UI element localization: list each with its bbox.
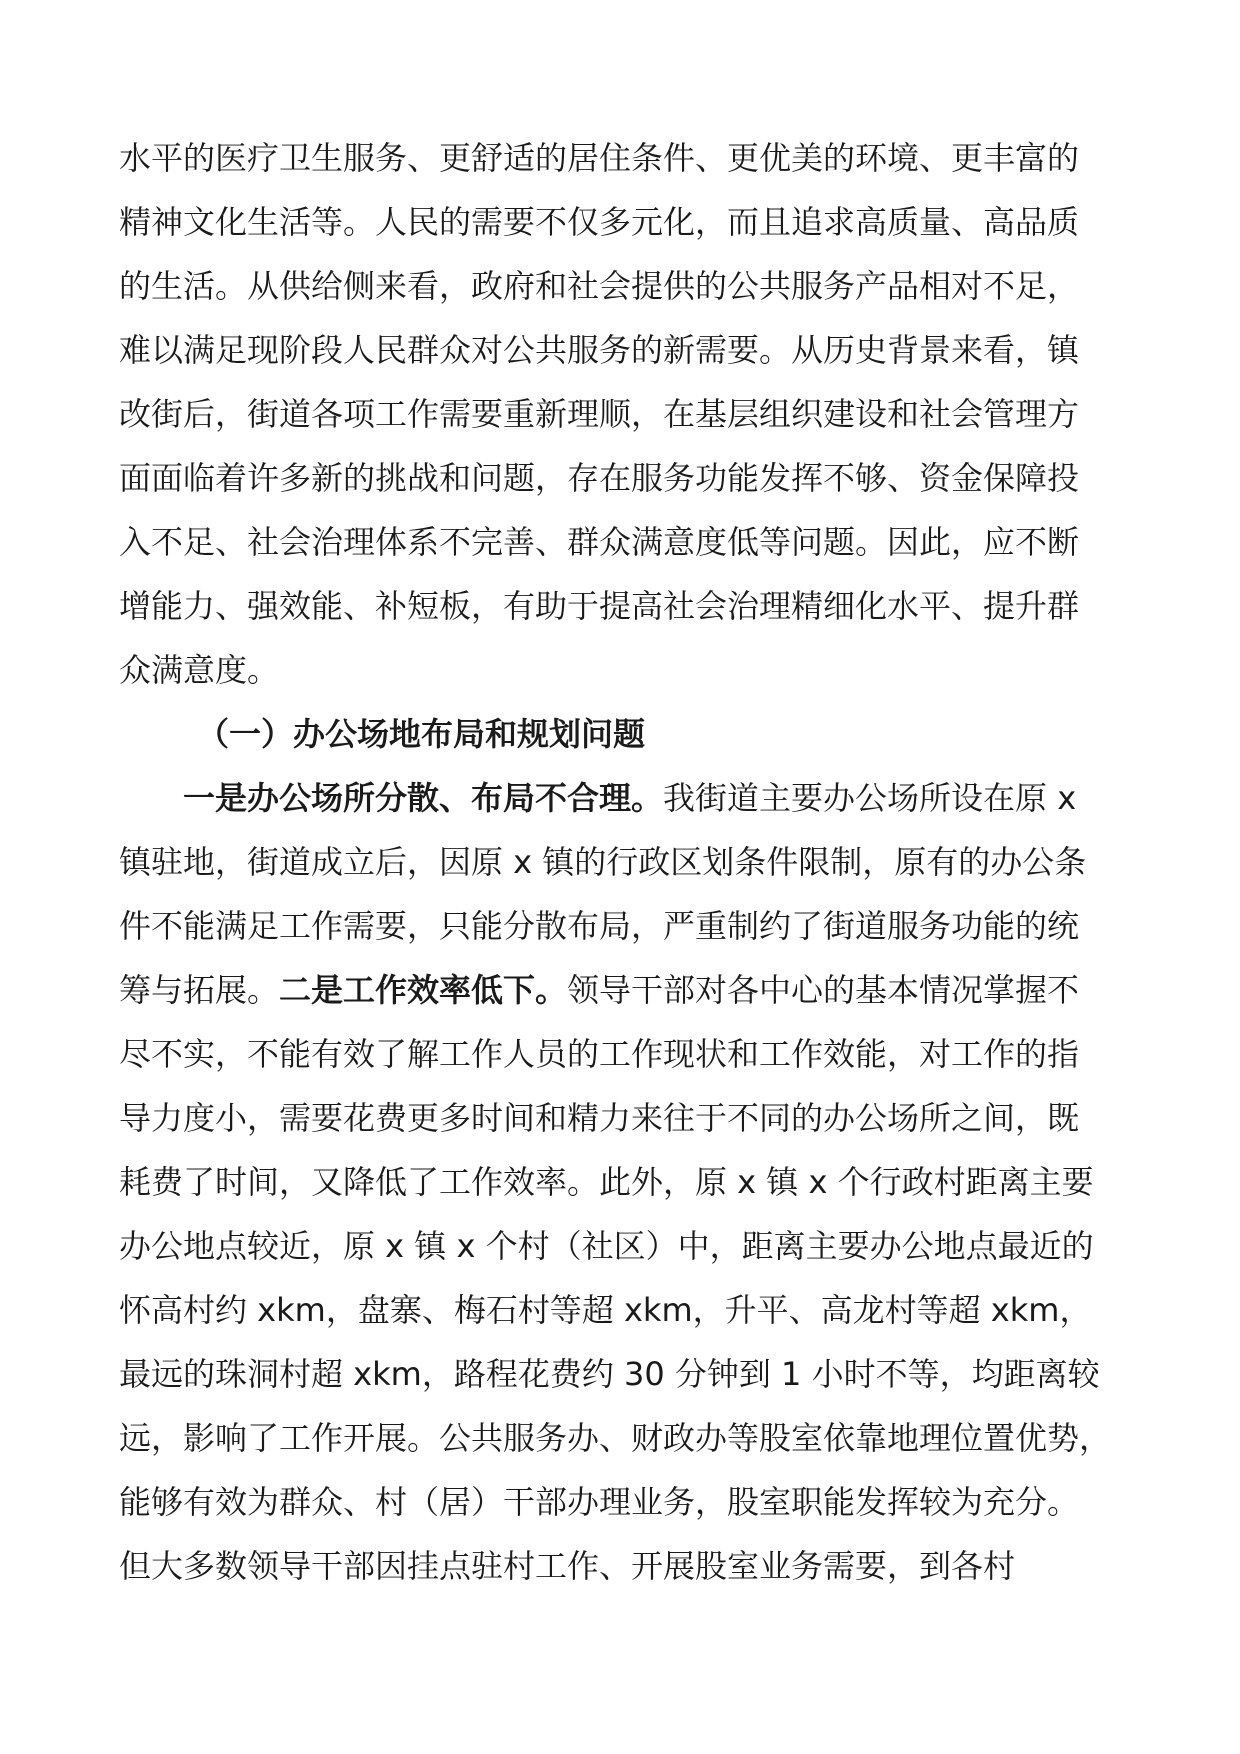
section-heading: （一）办公场地布局和规划问题 — [197, 715, 646, 753]
point-one-text: 我街道主要办公场所设在原 x — [663, 779, 1077, 817]
paragraph-line: 导力度小，需要花费更多时间和精力来往于不同的办公场所之间，既 — [119, 1099, 1080, 1137]
paragraph-line: 增能力、强效能、补短板，有助于提高社会治理精细化水平、提升群 — [119, 587, 1080, 625]
paragraph-line: 最远的珠洞村超 xkm，路程花费约 30 分钟到 1 小时不等，均距离较 — [119, 1355, 1100, 1393]
paragraph-line: 难以满足现阶段人民群众对公共服务的新需要。从历史背景来看，镇 — [119, 331, 1080, 369]
paragraph-line: 能够有效为群众、村（居）干部办理业务，股室职能发挥较为充分。 — [119, 1483, 1080, 1521]
point-two-title: 二是工作效率低下。 — [279, 971, 568, 1009]
paragraph-line: 尽不实，不能有效了解工作人员的工作现状和工作效能，对工作的指 — [119, 1035, 1080, 1073]
paragraph-line: 耗费了时间，又降低了工作效率。此外，原 x 镇 x 个行政村距离主要 — [119, 1163, 1094, 1201]
paragraph-line — [119, 958, 1139, 1022]
paragraph-line: 镇驻地，街道成立后，因原 x 镇的行政区划条件限制，原有的办公条 — [119, 843, 1087, 881]
point-two-text: 领导干部对各中心的基本情况掌握不 — [567, 971, 1080, 1009]
paragraph-line: 水平的医疗卫生服务、更舒适的居住条件、更优美的环境、更丰富的 — [119, 139, 1080, 177]
paragraph-line: 入不足、社会治理体系不完善、群众满意度低等问题。因此，应不断 — [119, 523, 1080, 561]
paragraph-line: 远，影响了工作开展。公共服务办、财政办等股室依靠地理位置优势， — [119, 1419, 1112, 1457]
paragraph-line: 众满意度。 — [119, 651, 280, 689]
paragraph-line: 件不能满足工作需要，只能分散布局，严重制约了街道服务功能的统 — [119, 907, 1080, 945]
document-body — [119, 126, 1139, 1598]
paragraph-line: 怀高村约 xkm，盘寨、梅石村等超 xkm，升平、高龙村等超 xkm， — [119, 1291, 1092, 1329]
paragraph-line: 但大多数领导干部因挂点驻村工作、开展股室业务需要，到各村 — [119, 1547, 1016, 1585]
paragraph-line: 精神文化生活等。人民的需要不仅多元化，而且追求高质量、高品质 — [119, 203, 1080, 241]
paragraph-line — [119, 766, 1139, 830]
paragraph-line: 的生活。从供给侧来看，政府和社会提供的公共服务产品相对不足， — [119, 267, 1080, 305]
paragraph-line: 改街后，街道各项工作需要重新理顺，在基层组织建设和社会管理方 — [119, 395, 1080, 433]
paragraph-line: 面面临着许多新的挑战和问题，存在服务功能发挥不够、资金保障投 — [119, 459, 1080, 497]
point-two-prefix: 筹与拓展。 — [119, 971, 280, 1009]
point-one-title: 一是办公场所分散、布局不合理。 — [183, 779, 664, 817]
paragraph-line: 办公地点较近，原 x 镇 x 个村（社区）中，距离主要办公地点最近的 — [119, 1227, 1094, 1265]
